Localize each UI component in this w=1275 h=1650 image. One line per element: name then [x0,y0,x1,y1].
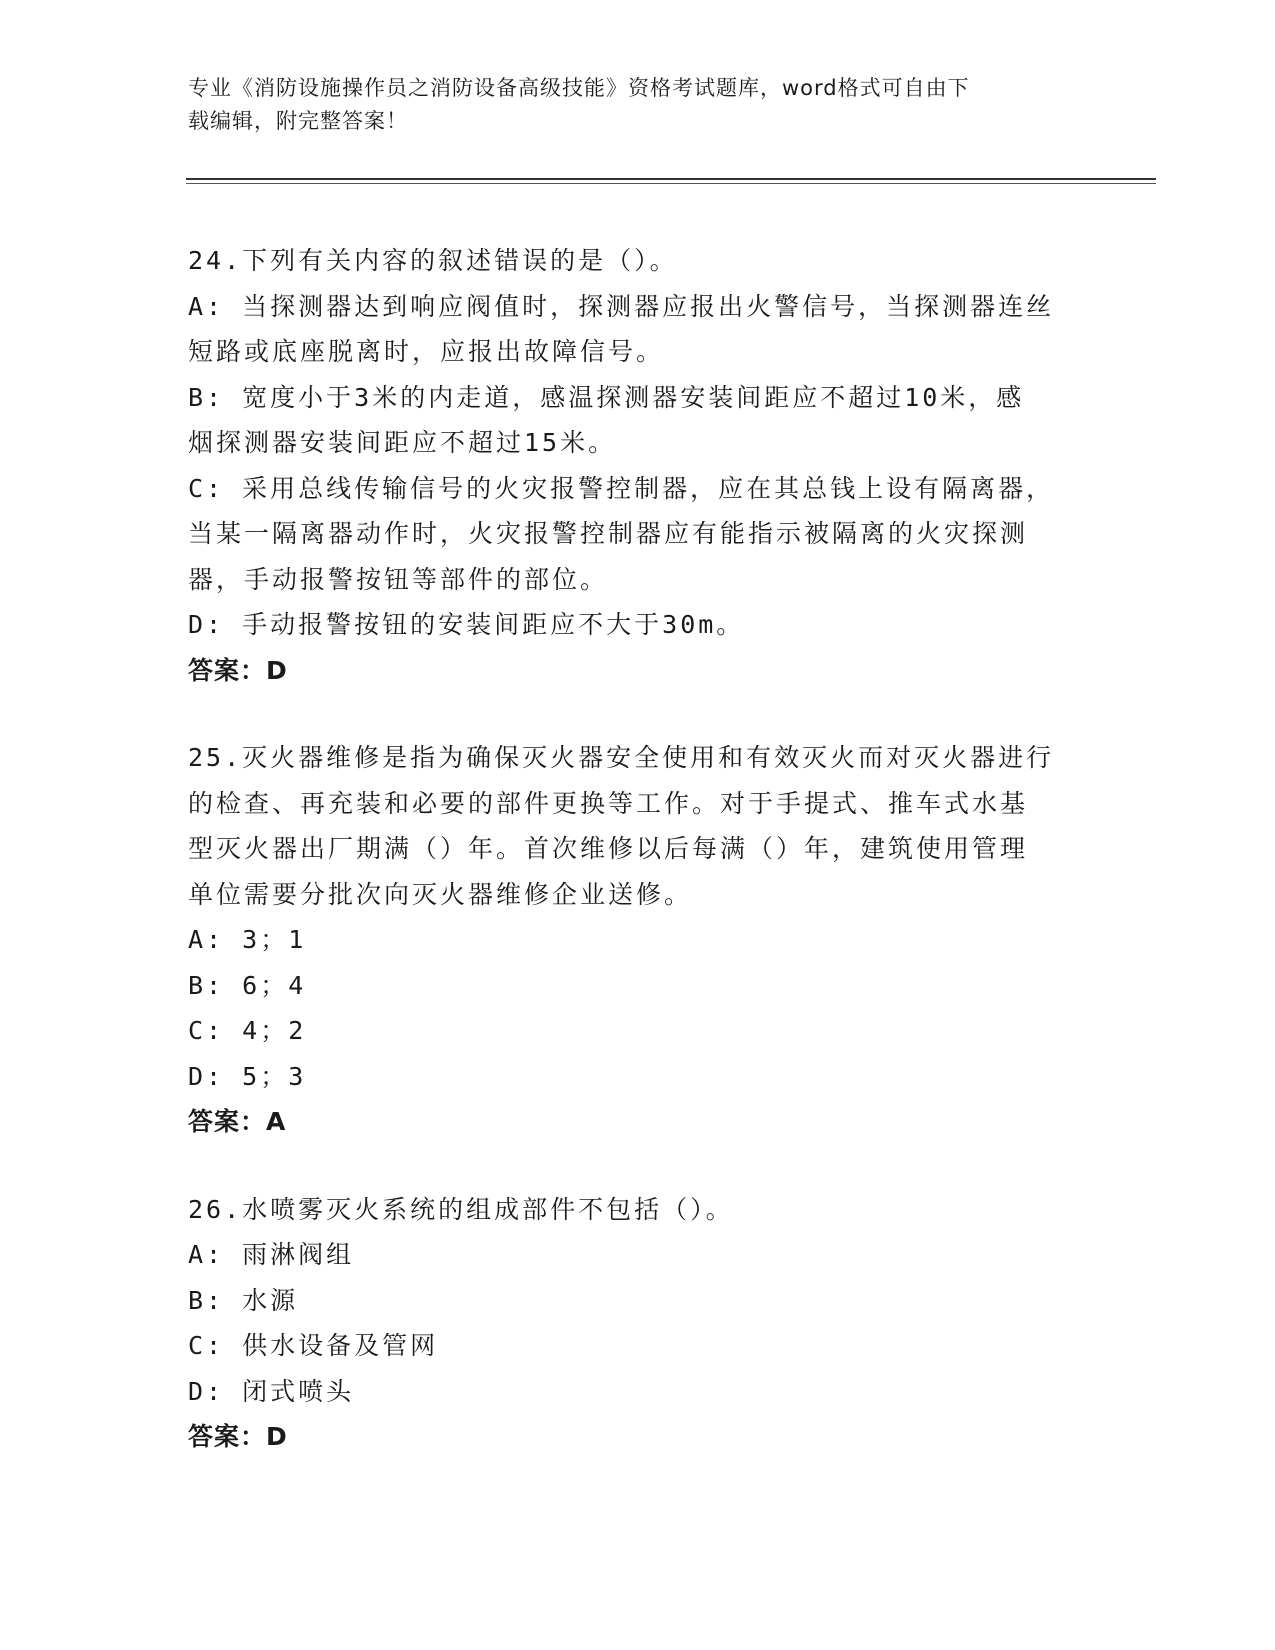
option-b: B: 6；4 [188,970,307,1000]
option-a: A: 当探测器达到响应阀值时，探测器应报出火警信号，当探测器连丝 [188,291,1055,321]
question-stem: 25.灭火器维修是指为确保灭火器安全使用和有效灭火而对灭火器进行 [188,743,1055,772]
option-a-cont: 短路或底座脱离时，应报出故障信号。 [188,337,665,366]
question-24 [188,238,1088,693]
question-25 [188,735,1088,1145]
option-c: C: 采用总线传输信号的火灾报警控制器，应在其总钱上设有隔离器， [188,473,1055,503]
question-list [188,238,1088,1502]
option-d: D: 闭式喷头 [188,1376,355,1406]
answer-label: 答案：D [188,655,288,685]
option-b-cont: 烟探测器安装间距应不超过15米。 [188,428,617,457]
header-divider-thin [186,183,1156,184]
header-line-1: 专业《消防设施操作员之消防设备高级技能》资格考试题库，word格式可自由下 [188,76,970,100]
option-d: D: 手动报警按钮的安装间距应不大于30m。 [188,610,745,639]
option-a: A: 雨淋阀组 [188,1240,355,1269]
question-stem-cont-2: 型灭火器出厂期满（）年。首次维修以后每满（）年，建筑使用管理 [188,834,1029,863]
question-26 [188,1187,1088,1460]
option-c: C: 4；2 [188,1016,307,1045]
header-divider-thick [186,178,1156,180]
question-stem: 24.下列有关内容的叙述错误的是（）。 [188,246,678,275]
option-c-cont-2: 器，手动报警按钮等部件的部位。 [188,564,609,594]
option-b: B: 宽度小于3米的内走道，感温探测器安装间距应不超过10米，感 [188,382,1025,412]
answer-label: 答案：A [188,1107,287,1136]
header-line-2: 载编辑，附完整答案！ [188,109,408,133]
answer-label: 答案：D [188,1422,288,1451]
option-a: A: 3；1 [188,925,307,954]
option-d: D: 5；3 [188,1061,307,1091]
question-stem-cont-3: 单位需要分批次向灭火器维修企业送修。 [188,879,693,909]
option-b: B: 水源 [188,1285,299,1315]
option-c-cont-1: 当某一隔离器动作时，火灾报警控制器应有能指示被隔离的火灾探测 [188,519,1029,548]
question-stem-cont-1: 的检查、再充装和必要的部件更换等工作。对于手提式、推车式水基 [188,788,1029,818]
option-c: C: 供水设备及管网 [188,1331,439,1360]
question-stem: 26.水喷雾灭火系统的组成部件不包括（）。 [188,1194,734,1224]
document-header [188,72,1068,138]
